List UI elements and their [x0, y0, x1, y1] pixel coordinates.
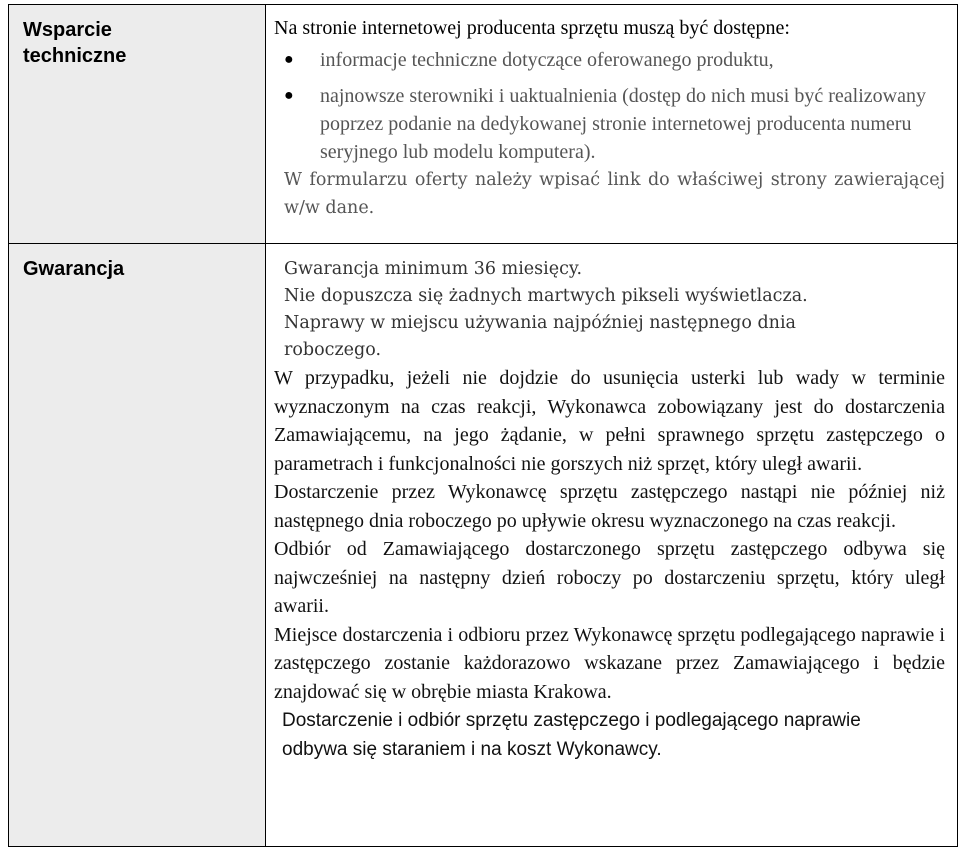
warranty-details [274, 364, 945, 764]
warranty-paragraph: W przypadku, jeżeli nie dojdzie do usunięcia usterki lub wady w terminie wyznaczonym na czas reakcji, Wykonawca zobowiązany jest do dostarczenia Zamawiającemu, na jego żądanie, w pełni sprawnego sprzętu zastępczego o parametrach i funkcjonalności nie gorszych niż sprzęt, który uległ awarii. [274, 367, 945, 475]
list-item [274, 46, 945, 74]
warranty-paragraph: Miejsce dostarczenia i odbioru przez Wykonawcę sprzętu podlegającego naprawie i zastępczego zostanie każdorazowo wskazane przez Zamawiającego i będzie znajdować się w obrębie miasta Krakowa. [274, 623, 945, 703]
label-cell [9, 5, 266, 244]
warranty-line: Naprawy w miejscu używania najpóźniej następnego dnia roboczego. [284, 313, 796, 360]
bullet-icon: ● [284, 87, 294, 104]
link-note: W formularzu oferty należy wpisać link do właściwej strony zawierającej w/w dane. [284, 170, 945, 218]
intro-text: Na stronie internetowej producenta sprzętu muszą być dostępne: [274, 17, 790, 39]
list-item [274, 82, 945, 166]
requirements-list [274, 46, 945, 166]
row-label: Wsparcie techniczne [23, 19, 127, 67]
bullet-icon: ● [284, 51, 294, 68]
row-label: Gwarancja [23, 258, 125, 280]
spec-table [8, 4, 958, 847]
warranty-paragraph: Dostarczenie i odbiór sprzętu zastępczego i podlegającego naprawie odbywa się staraniem i na koszt Wykonawcy. [282, 710, 861, 760]
label-cell [9, 244, 266, 847]
content-cell [266, 244, 958, 847]
warranty-summary [274, 244, 945, 364]
warranty-paragraph: Odbiór od Zamawiającego dostarczonego sprzętu zastępczego odbywa się najwcześniej na następny dzień roboczy po dostarczeniu sprzętu, który uległ awarii. [274, 538, 945, 617]
warranty-line: Nie dopuszcza się żadnych martwych pikseli wyświetlacza. [284, 286, 808, 306]
row-gwarancja [9, 244, 958, 847]
warranty-paragraph: Dostarczenie przez Wykonawcę sprzętu zastępczego nastąpi nie później niż następnego dnia roboczego po upływie okresu wyznaczonego na czas reakcji. [274, 481, 945, 532]
warranty-line: Gwarancja minimum 36 miesięcy. [284, 259, 583, 279]
content-cell [266, 5, 958, 244]
list-item-text: najnowsze sterowniki i uaktualnienia (dostęp do nich musi być realizowany poprzez podanie na dedykowanej stronie internetowej producenta numeru seryjnego lub modelu komputera). [320, 85, 926, 163]
row-wsparcie [9, 5, 958, 244]
list-item-text: informacje techniczne dotyczące oferowanego produktu, [320, 49, 774, 71]
